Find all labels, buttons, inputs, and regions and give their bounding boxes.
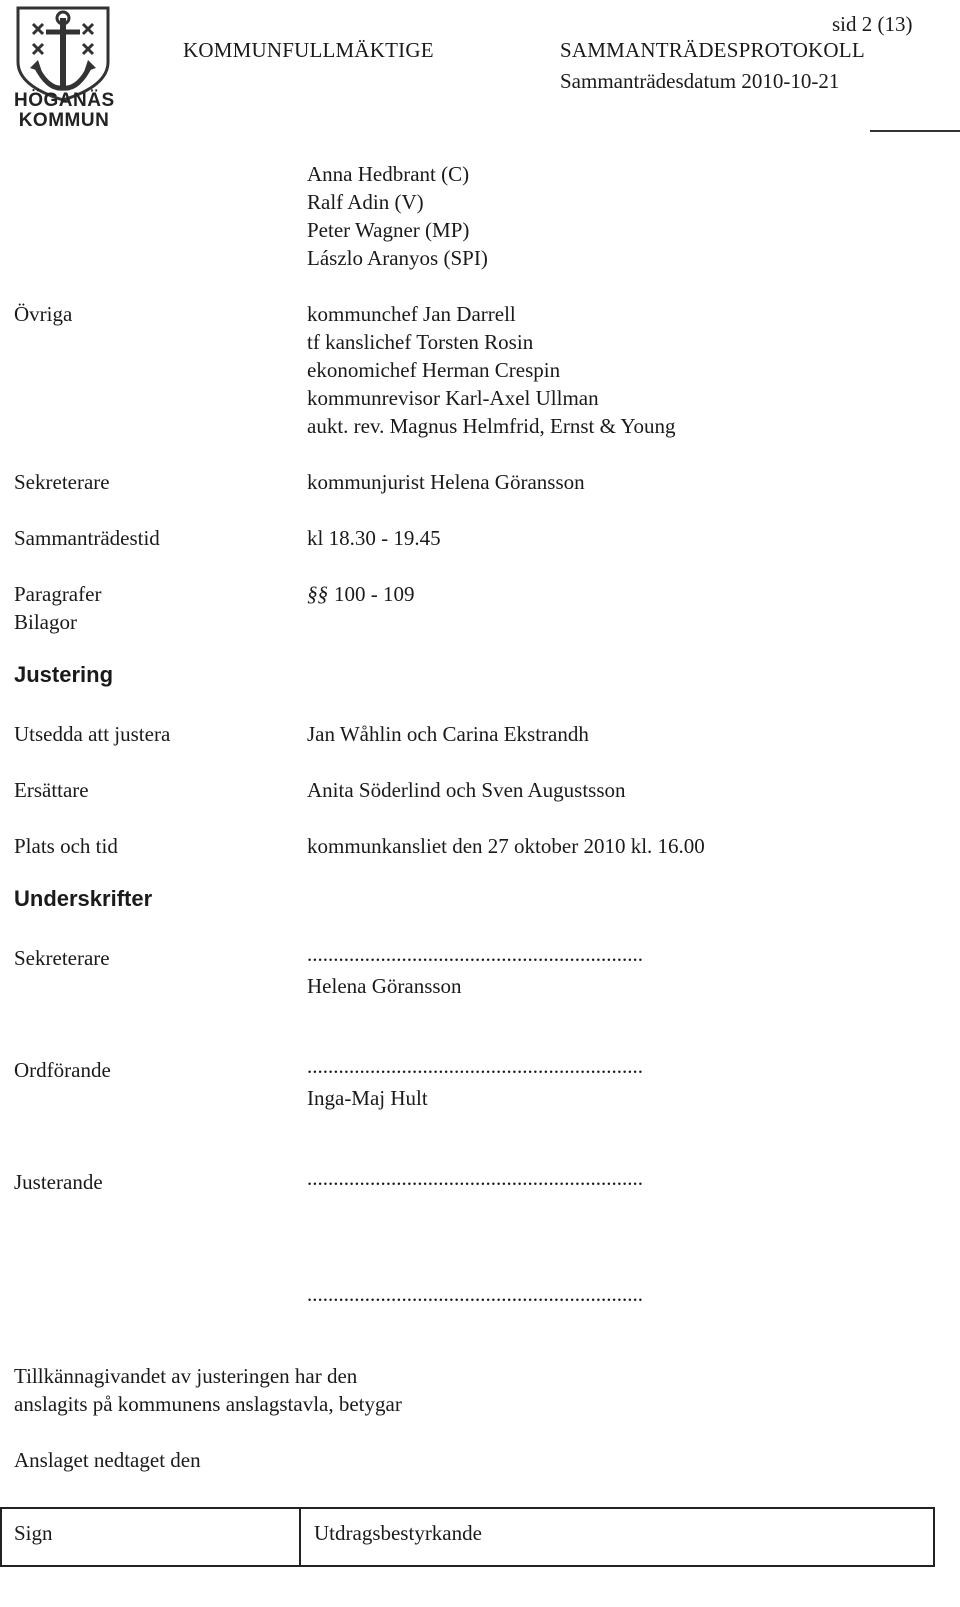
paragraphs-range: 100 - 109 xyxy=(334,582,415,606)
member-line: Ralf Adin (V) xyxy=(307,190,424,214)
substitutes-label: Ersättare xyxy=(14,778,89,802)
sign-label: Sign xyxy=(14,1521,53,1545)
notice-line: Tillkännagivandet av justeringen har den xyxy=(14,1364,358,1388)
footer-divider xyxy=(299,1509,301,1565)
secretary-name: kommunjurist Helena Göransson xyxy=(307,470,585,494)
meeting-date: Sammanträdesdatum 2010-10-21 xyxy=(560,69,840,93)
signature-chair-label: Ordförande xyxy=(14,1058,111,1082)
notice-removed: Anslaget nedtaget den xyxy=(14,1448,201,1472)
signature-adjuster-label: Justerande xyxy=(14,1170,103,1194)
other-attendee: kommunrevisor Karl-Axel Ullman xyxy=(307,386,599,410)
logo-text-kommun: KOMMUN xyxy=(18,110,110,131)
signatures-heading: Underskrifter xyxy=(14,886,153,911)
header-rule xyxy=(870,130,960,132)
appointed-label: Utsedda att justera xyxy=(14,722,171,746)
substitutes-names: Anita Söderlind och Sven Augustsson xyxy=(307,778,626,802)
member-line: Peter Wagner (MP) xyxy=(307,218,470,242)
page-number: sid 2 (13) xyxy=(832,12,913,36)
body-name: KOMMUNFULLMÄKTIGE xyxy=(183,38,434,62)
others-label: Övriga xyxy=(14,302,73,326)
signature-secretary-label: Sekreterare xyxy=(14,946,110,970)
justering-heading: Justering xyxy=(14,662,114,687)
signature-line: ................................................................ xyxy=(307,1282,643,1306)
meeting-time-label: Sammanträdestid xyxy=(14,526,160,550)
member-line: Anna Hedbrant (C) xyxy=(307,162,470,186)
notice-line: anslagits på kommunens anslagstavla, betygar xyxy=(14,1392,402,1416)
attachments-label: Bilagor xyxy=(14,610,77,634)
extract-certification-label: Utdragsbestyrkande xyxy=(314,1521,482,1545)
signature-line: ................................................................ xyxy=(307,1166,643,1190)
signature-line: ................................................................ xyxy=(307,942,643,966)
signature-chair-name: Inga-Maj Hult xyxy=(307,1086,428,1110)
document-type: SAMMANTRÄDESPROTOKOLL xyxy=(560,38,865,62)
secretary-label: Sekreterare xyxy=(14,470,110,494)
footer-sign-box xyxy=(0,1507,935,1567)
meeting-time: kl 18.30 - 19.45 xyxy=(307,526,441,550)
paragraph-symbol: §§ xyxy=(307,582,328,606)
member-line: Lászlo Aranyos (SPI) xyxy=(307,246,488,270)
paragraphs-label: Paragrafer xyxy=(14,582,102,606)
logo-text-hoganas: HÖGANÄS xyxy=(14,90,115,111)
signature-secretary-name: Helena Göransson xyxy=(307,974,462,998)
other-attendee: tf kanslichef Torsten Rosin xyxy=(307,330,534,354)
signature-line: ................................................................ xyxy=(307,1054,643,1078)
place-and-time: kommunkansliet den 27 oktober 2010 kl. 16.00 xyxy=(307,834,705,858)
other-attendee: aukt. rev. Magnus Helmfrid, Ernst & Young xyxy=(307,414,676,438)
place-label: Plats och tid xyxy=(14,834,118,858)
other-attendee: ekonomichef Herman Crespin xyxy=(307,358,561,382)
other-attendee: kommunchef Jan Darrell xyxy=(307,302,516,326)
appointed-names: Jan Wåhlin och Carina Ekstrandh xyxy=(307,722,589,746)
